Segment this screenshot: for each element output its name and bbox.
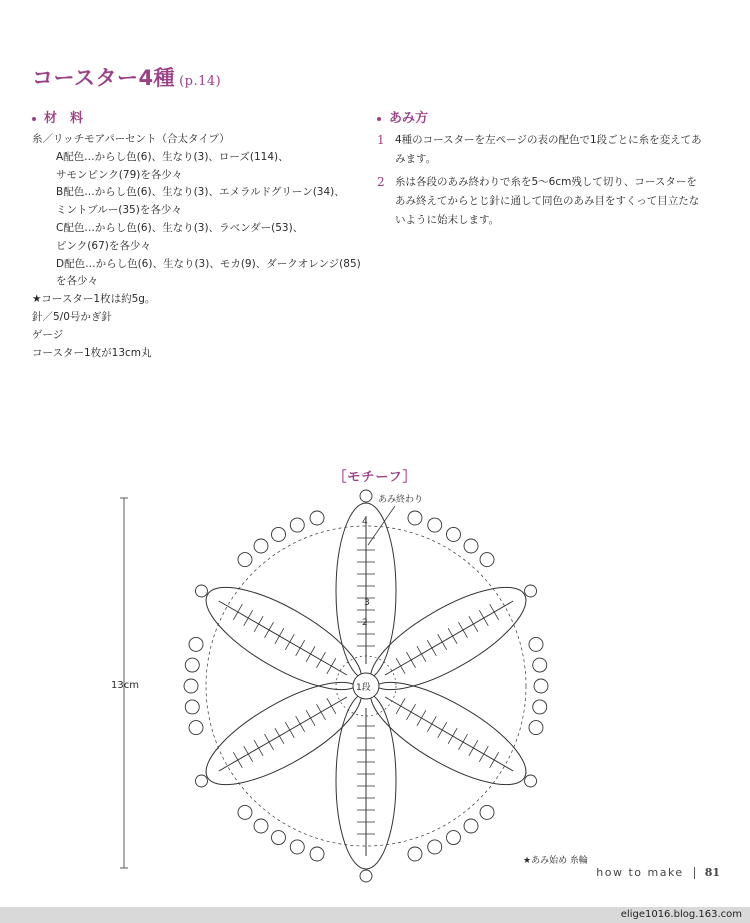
picot-loop [254, 819, 268, 833]
stitch-mark [296, 716, 305, 732]
stitch-mark [285, 722, 294, 738]
picot-loop [360, 490, 372, 502]
stitch-mark [296, 640, 305, 656]
materials-line: D配色…からし色(6)、生なり(3)、モカ(9)、ダークオレンジ(85) [56, 257, 361, 270]
picot-loop [480, 553, 494, 567]
picot-loop [184, 679, 198, 693]
row-label-4: 4 [362, 517, 368, 527]
stitch-mark [306, 646, 315, 662]
materials-heading: 材 料 [32, 107, 83, 126]
start-label: ★あみ始め 糸輪 [523, 856, 588, 866]
picot-loop [408, 847, 422, 861]
stitch-mark [458, 734, 467, 750]
stitch-mark [244, 610, 253, 626]
materials-gauge-label: ゲージ [32, 328, 64, 341]
materials-line: ミントブルー(35)を各少々 [56, 204, 182, 217]
picot-loop [529, 721, 543, 735]
picot-loop [529, 637, 543, 651]
step-text: 4種のコースターを左ページの表の配色で1段ごとに糸を変えてあみます。 [395, 134, 702, 165]
center-label: 1段 [356, 683, 371, 693]
picot-loop [447, 527, 461, 541]
stitch-mark [233, 604, 242, 620]
stitch-mark [254, 740, 263, 756]
method-heading: あみ方 [377, 107, 428, 126]
stitch-mark [469, 740, 478, 756]
picot-loop [525, 775, 537, 787]
stitch-mark [407, 652, 416, 668]
picot-loop [447, 831, 461, 845]
stitch-mark [490, 752, 499, 768]
picot-loop [272, 831, 286, 845]
stitch-mark [479, 746, 488, 762]
stitch-mark [396, 658, 405, 674]
stitch-mark [427, 640, 436, 656]
footer-text: how to make [596, 866, 684, 879]
page-reference: (p.14) [179, 74, 222, 89]
materials-line: B配色…からし色(6)、生なり(3)、エメラルドグリーン(34)、 [56, 186, 345, 199]
picot-loop [408, 511, 422, 525]
materials-line: ピンク(67)を各少々 [56, 239, 151, 252]
stitch-mark [396, 698, 405, 714]
stitch-mark [254, 616, 263, 632]
stitch-mark [233, 752, 242, 768]
picot-loop [185, 658, 199, 672]
stitch-mark [316, 704, 325, 720]
stitch-mark [469, 616, 478, 632]
watermark: elige1016.blog.163.com [620, 909, 742, 920]
picot-loop [428, 518, 442, 532]
stitch-mark [458, 622, 467, 638]
step-number: 1 [377, 133, 385, 147]
materials-line: サモンピンク(79)を各少々 [56, 168, 183, 181]
stitch-mark [306, 710, 315, 726]
end-pointer [368, 506, 395, 545]
materials-line: C配色…からし色(6)、生なり(3)、ラベンダー(53)、 [56, 221, 304, 234]
step-number: 2 [377, 175, 385, 189]
picot-loop [195, 775, 207, 787]
step-text: 糸は各段のあみ終わりで糸を5〜6cm残して切り、コースターをあみ終えてからとじ針に通して同色のあみ目をすくって目立たないように始末します。 [395, 176, 700, 226]
materials-note: ★コースター1枚は約5g。 [32, 293, 156, 306]
end-label: あみ終わり [378, 495, 424, 505]
stitch-mark [327, 658, 336, 674]
row-label-3: 3 [364, 598, 370, 608]
stitch-mark [479, 610, 488, 626]
page-number: 81 [704, 866, 720, 879]
picot-loop [189, 721, 203, 735]
stitch-mark [448, 728, 457, 744]
stitch-mark [275, 628, 284, 644]
picot-loop [310, 847, 324, 861]
stitch-mark [417, 710, 426, 726]
stitch-mark [438, 722, 447, 738]
stitch-mark [316, 652, 325, 668]
picot-loop [533, 658, 547, 672]
picot-loop [238, 553, 252, 567]
stitch-mark [417, 646, 426, 662]
picot-loop [360, 870, 372, 882]
picot-loop [310, 511, 324, 525]
materials-gauge-value: コースター1枚が13cm丸 [32, 346, 152, 359]
picot-loop [195, 585, 207, 597]
stitch-mark [265, 622, 274, 638]
stitch-mark [327, 698, 336, 714]
motif-title: ［モチーフ］ [333, 470, 417, 485]
picot-loop [464, 539, 478, 553]
stitch-mark [265, 734, 274, 750]
stitch-mark [275, 728, 284, 744]
picot-loop [185, 700, 199, 714]
picot-loop [533, 700, 547, 714]
materials-line: A配色…からし色(6)、生なり(3)、ローズ(114)、 [56, 150, 289, 163]
picot-loop [272, 527, 286, 541]
footer-divider [694, 867, 695, 879]
stitch-mark [490, 604, 499, 620]
page-title: コースター4種 (p.14) [32, 66, 222, 90]
stitch-mark [427, 716, 436, 732]
size-label: 13cm [111, 680, 139, 691]
picot-loop [428, 840, 442, 854]
stitch-mark [438, 634, 447, 650]
row-label-2: 2 [362, 618, 368, 628]
picot-loop [189, 637, 203, 651]
picot-loop [290, 840, 304, 854]
picot-loop [525, 585, 537, 597]
stitch-mark [285, 634, 294, 650]
page-footer [596, 866, 720, 879]
stitch-mark [448, 628, 457, 644]
picot-loop [480, 805, 494, 819]
materials-hook: 針／5/0号かぎ針 [32, 310, 112, 323]
picot-loop [238, 805, 252, 819]
materials-line: 糸／リッチモアパーセント（合太タイプ） [32, 133, 230, 145]
picot-loop [534, 679, 548, 693]
picot-loop [290, 518, 304, 532]
materials-line: を各少々 [56, 275, 98, 288]
picot-loop [464, 819, 478, 833]
stitch-mark [244, 746, 253, 762]
picot-loop [254, 539, 268, 553]
stitch-mark [407, 704, 416, 720]
